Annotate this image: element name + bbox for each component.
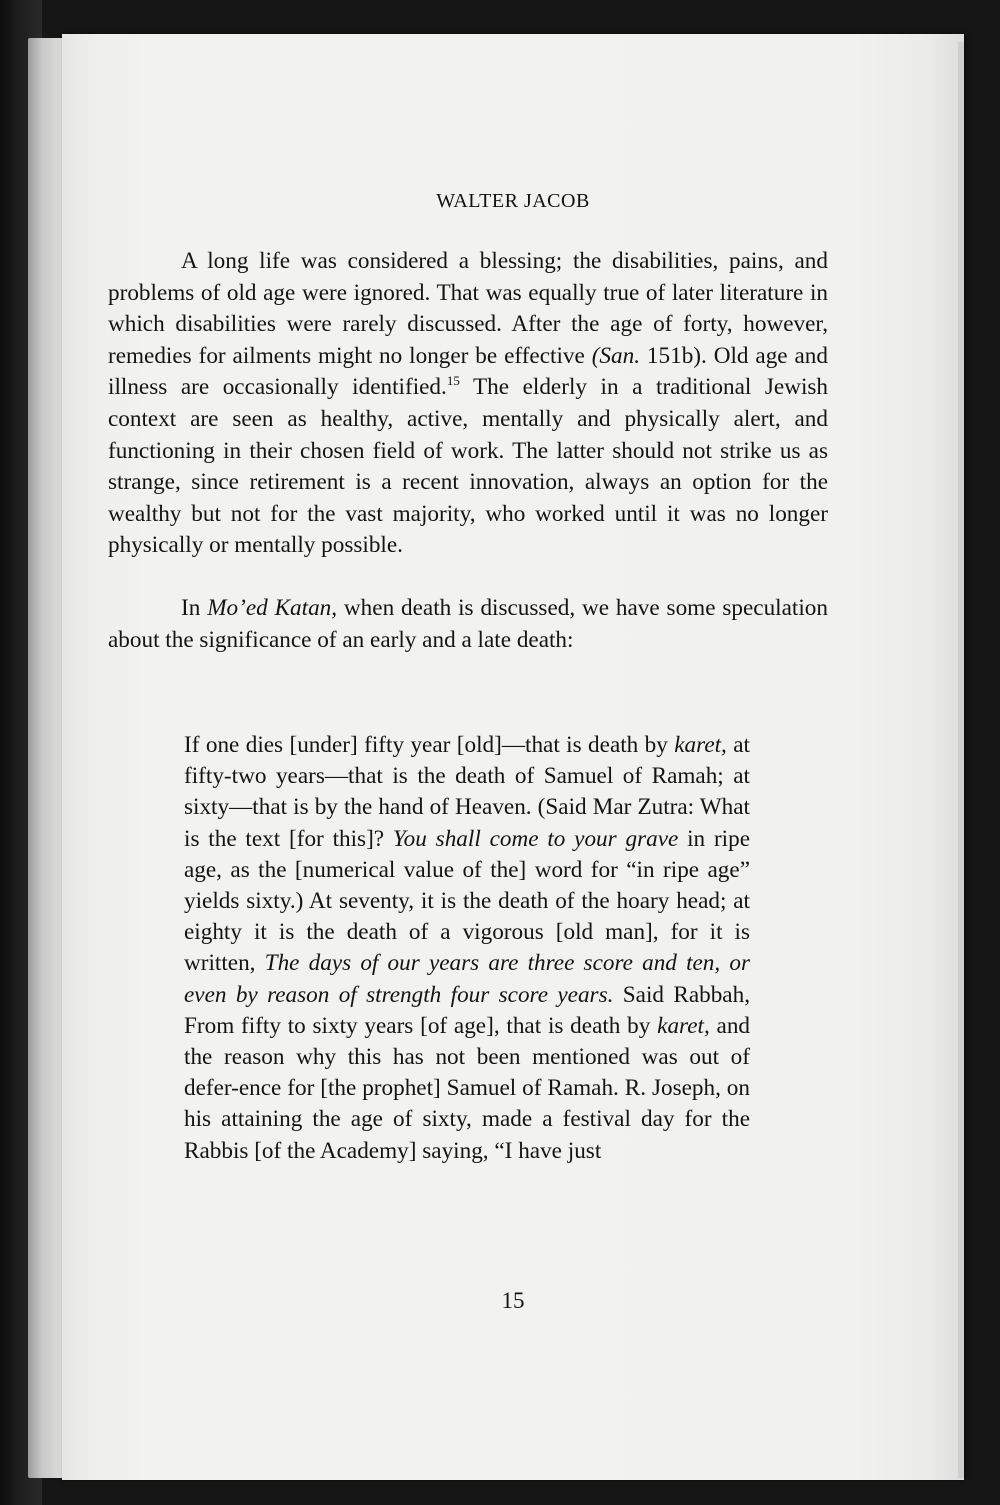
paragraph-long-life — [108, 246, 828, 562]
quote-text: in ripe age, as the [numerical value of the] word for “in ripe age” yields sixty.) At seventy, it is the death of the hoary head; at eighty it is the death of a vigorous [old man], for it is written, — [184, 825, 750, 977]
quote-text: If one dies [under] fifty year [old]—that is death by — [184, 732, 675, 758]
paragraph-moed-katan — [108, 593, 828, 656]
paragraph-text: The elderly in a traditional Jewish context are seen as healthy, active, mentally and physically alert, and functioning in their chosen field of work. The latter should not strike us as strange, since retirement is a recent innovation, always an option for the wealthy but not for the vast majority, who worked until it was no longer physically or mentally possible. — [108, 374, 828, 559]
term-karet: karet, — [657, 1012, 710, 1039]
paragraph-text: when death is discussed, we have some speculation about the significance of an early and a late death: — [108, 594, 828, 653]
main-text — [108, 246, 828, 656]
book-title-moed-katan: Mo’ed Katan, — [207, 594, 338, 621]
paragraph-text: A long life was considered a blessing; the disabilities, pains, and problems of old age were ignored. That was equally true of later literature in which disabilities were rarely discussed. After the age of forty, however, remedies for ailments might no longer be effective — [108, 248, 828, 369]
footnote-marker: 15 — [446, 373, 460, 389]
citation-san: (San. — [591, 342, 640, 369]
block-quote — [184, 730, 750, 1167]
quote-text: and the reason why this has not been mentioned was out of defer-ence for [the prophet] Samuel of Ramah. R. Joseph, on his attaining the age of sixty, made a festival day for the Rabbis [of the Academy] saying, “I have just — [184, 1012, 751, 1164]
quote-text: at fifty-two years—that is the death of Samuel of Ramah; at sixty—that is by the hand of Heaven. (Said Mar Zutra: What is the text [for this]? — [184, 732, 750, 852]
running-header: WALTER JACOB — [436, 190, 590, 212]
quote-text: Said Rabbah, From fifty to sixty years [of age], that is death by — [184, 981, 750, 1039]
verse-quote: You shall come to your grave — [392, 825, 679, 852]
paragraph-text: In — [181, 594, 208, 621]
paragraph-text: 151b). Old age and illness are occasionally identified. — [108, 342, 828, 401]
page-stack-edge — [958, 42, 964, 1478]
term-karet: karet, — [674, 732, 727, 758]
verse-quote: The days of our years are three score and ten, or even by reason of strength four score years. — [184, 950, 750, 1008]
page-number: 15 — [501, 1288, 525, 1313]
